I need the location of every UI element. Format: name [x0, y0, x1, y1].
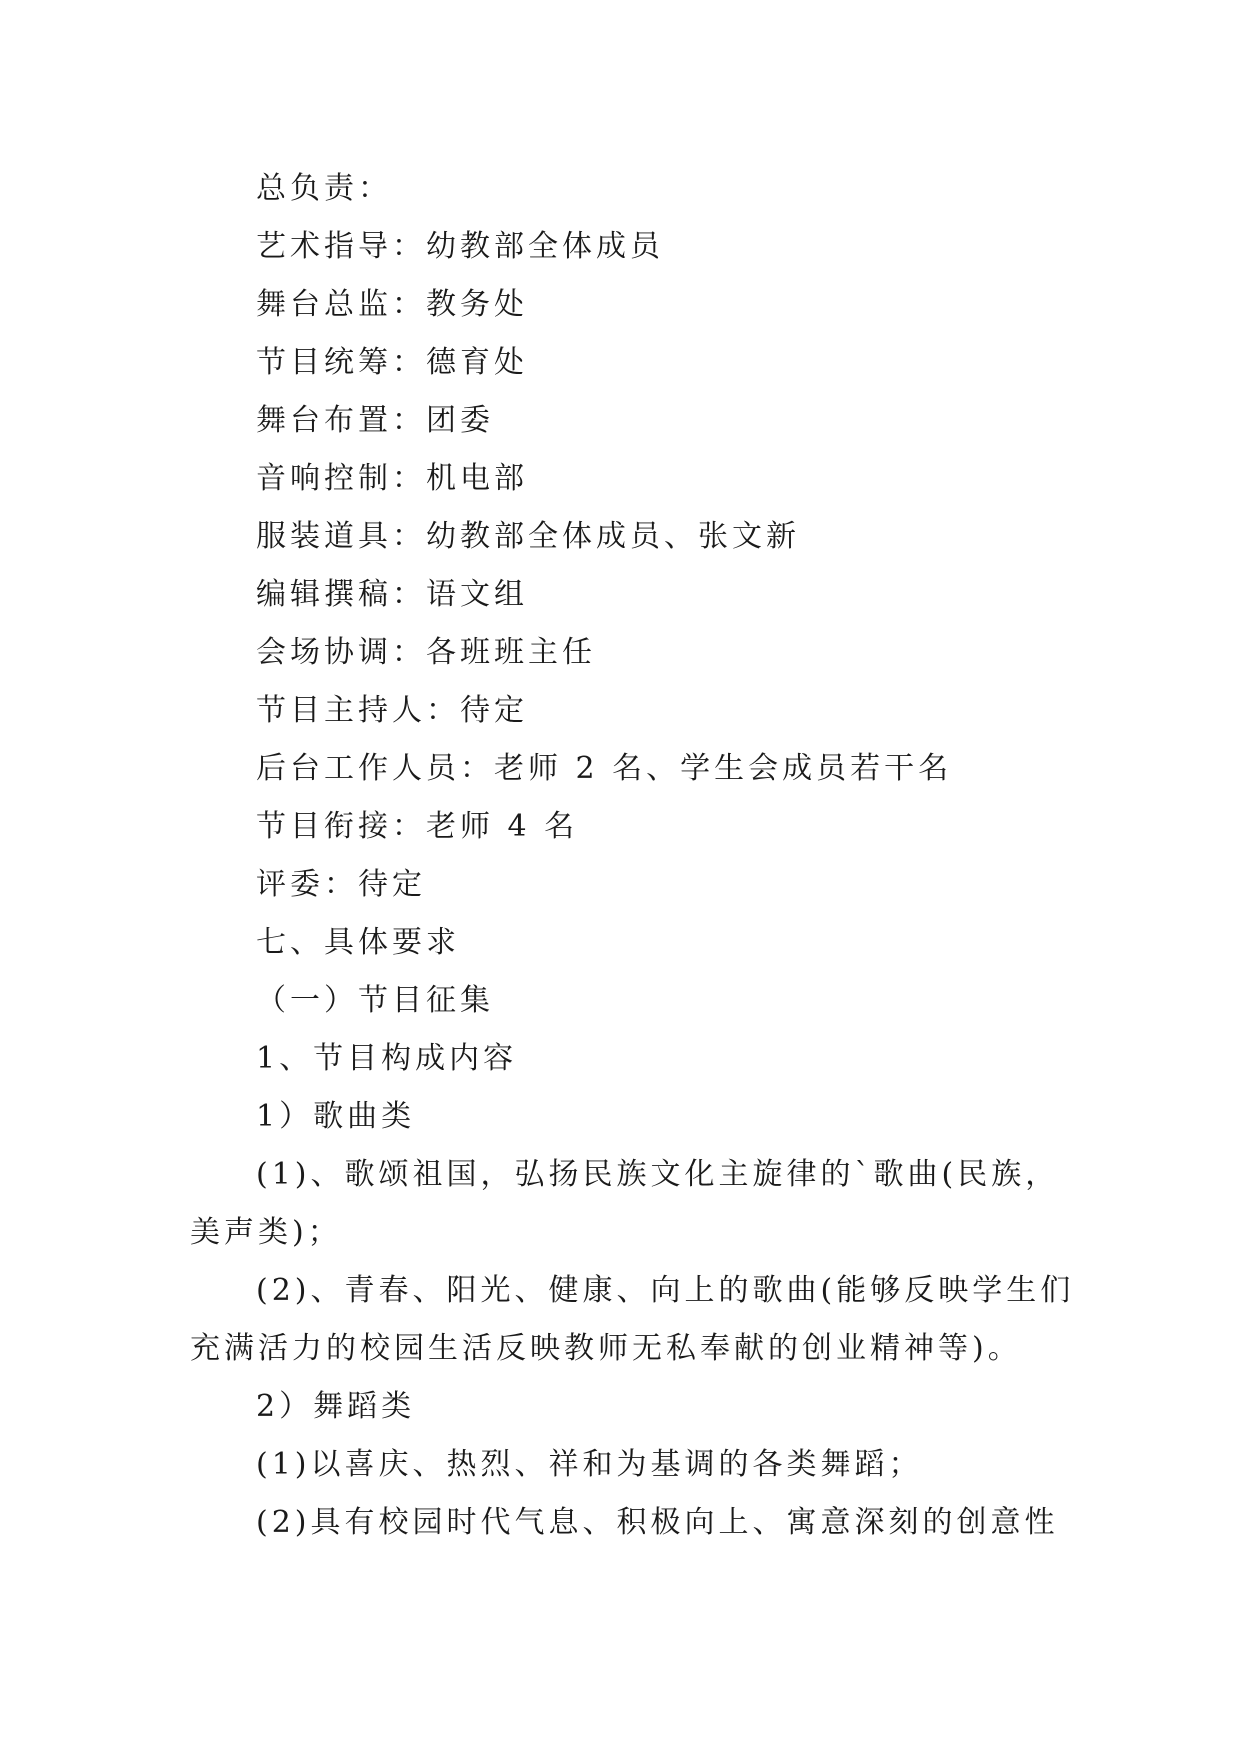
text-line: 节目主持人：待定: [256, 693, 528, 728]
paragraph-line: (1)以喜庆、热烈、祥和为基调的各类舞蹈；: [256, 1447, 923, 1482]
text-line: 服装道具：幼教部全体成员、张文新: [256, 519, 800, 554]
text-line: 后台工作人员：老师 2 名、学生会成员若干名: [256, 751, 953, 786]
text-line: 舞台布置：团委: [256, 403, 494, 438]
text-line: 评委：待定: [256, 867, 426, 902]
text-line: 音响控制：机电部: [256, 461, 528, 496]
text-line: 编辑撰稿：语文组: [256, 577, 528, 612]
text-line: 会场协调：各班班主任: [256, 635, 596, 670]
paragraph-line: (1)、歌颂祖国，弘扬民族文化主旋律的`歌曲(民族，: [256, 1157, 1060, 1192]
item-heading: 1、节目构成内容: [256, 1041, 518, 1076]
text-line: 总负责：: [256, 171, 392, 206]
paragraph-line: 美声类)；: [190, 1215, 342, 1250]
text-line: 节目统筹：德育处: [256, 345, 528, 380]
category-heading: 1）歌曲类: [256, 1099, 416, 1134]
paragraph-line: (2)具有校园时代气息、积极向上、寓意深刻的创意性: [256, 1505, 1059, 1540]
subsection-heading: （一）节目征集: [256, 983, 494, 1018]
paragraph-line: 充满活力的校园生活反映教师无私奉献的创业精神等)。: [190, 1331, 1022, 1366]
text-line: 艺术指导：幼教部全体成员: [256, 229, 664, 264]
text-line: 节目衔接：老师 4 名: [256, 809, 579, 844]
text-line: 舞台总监：教务处: [256, 287, 528, 322]
document-body: [190, 160, 1075, 1552]
section-heading: 七、具体要求: [256, 925, 460, 960]
category-heading: 2）舞蹈类: [256, 1389, 416, 1424]
paragraph-line: (2)、青春、阳光、健康、向上的歌曲(能够反映学生们: [256, 1273, 1075, 1308]
